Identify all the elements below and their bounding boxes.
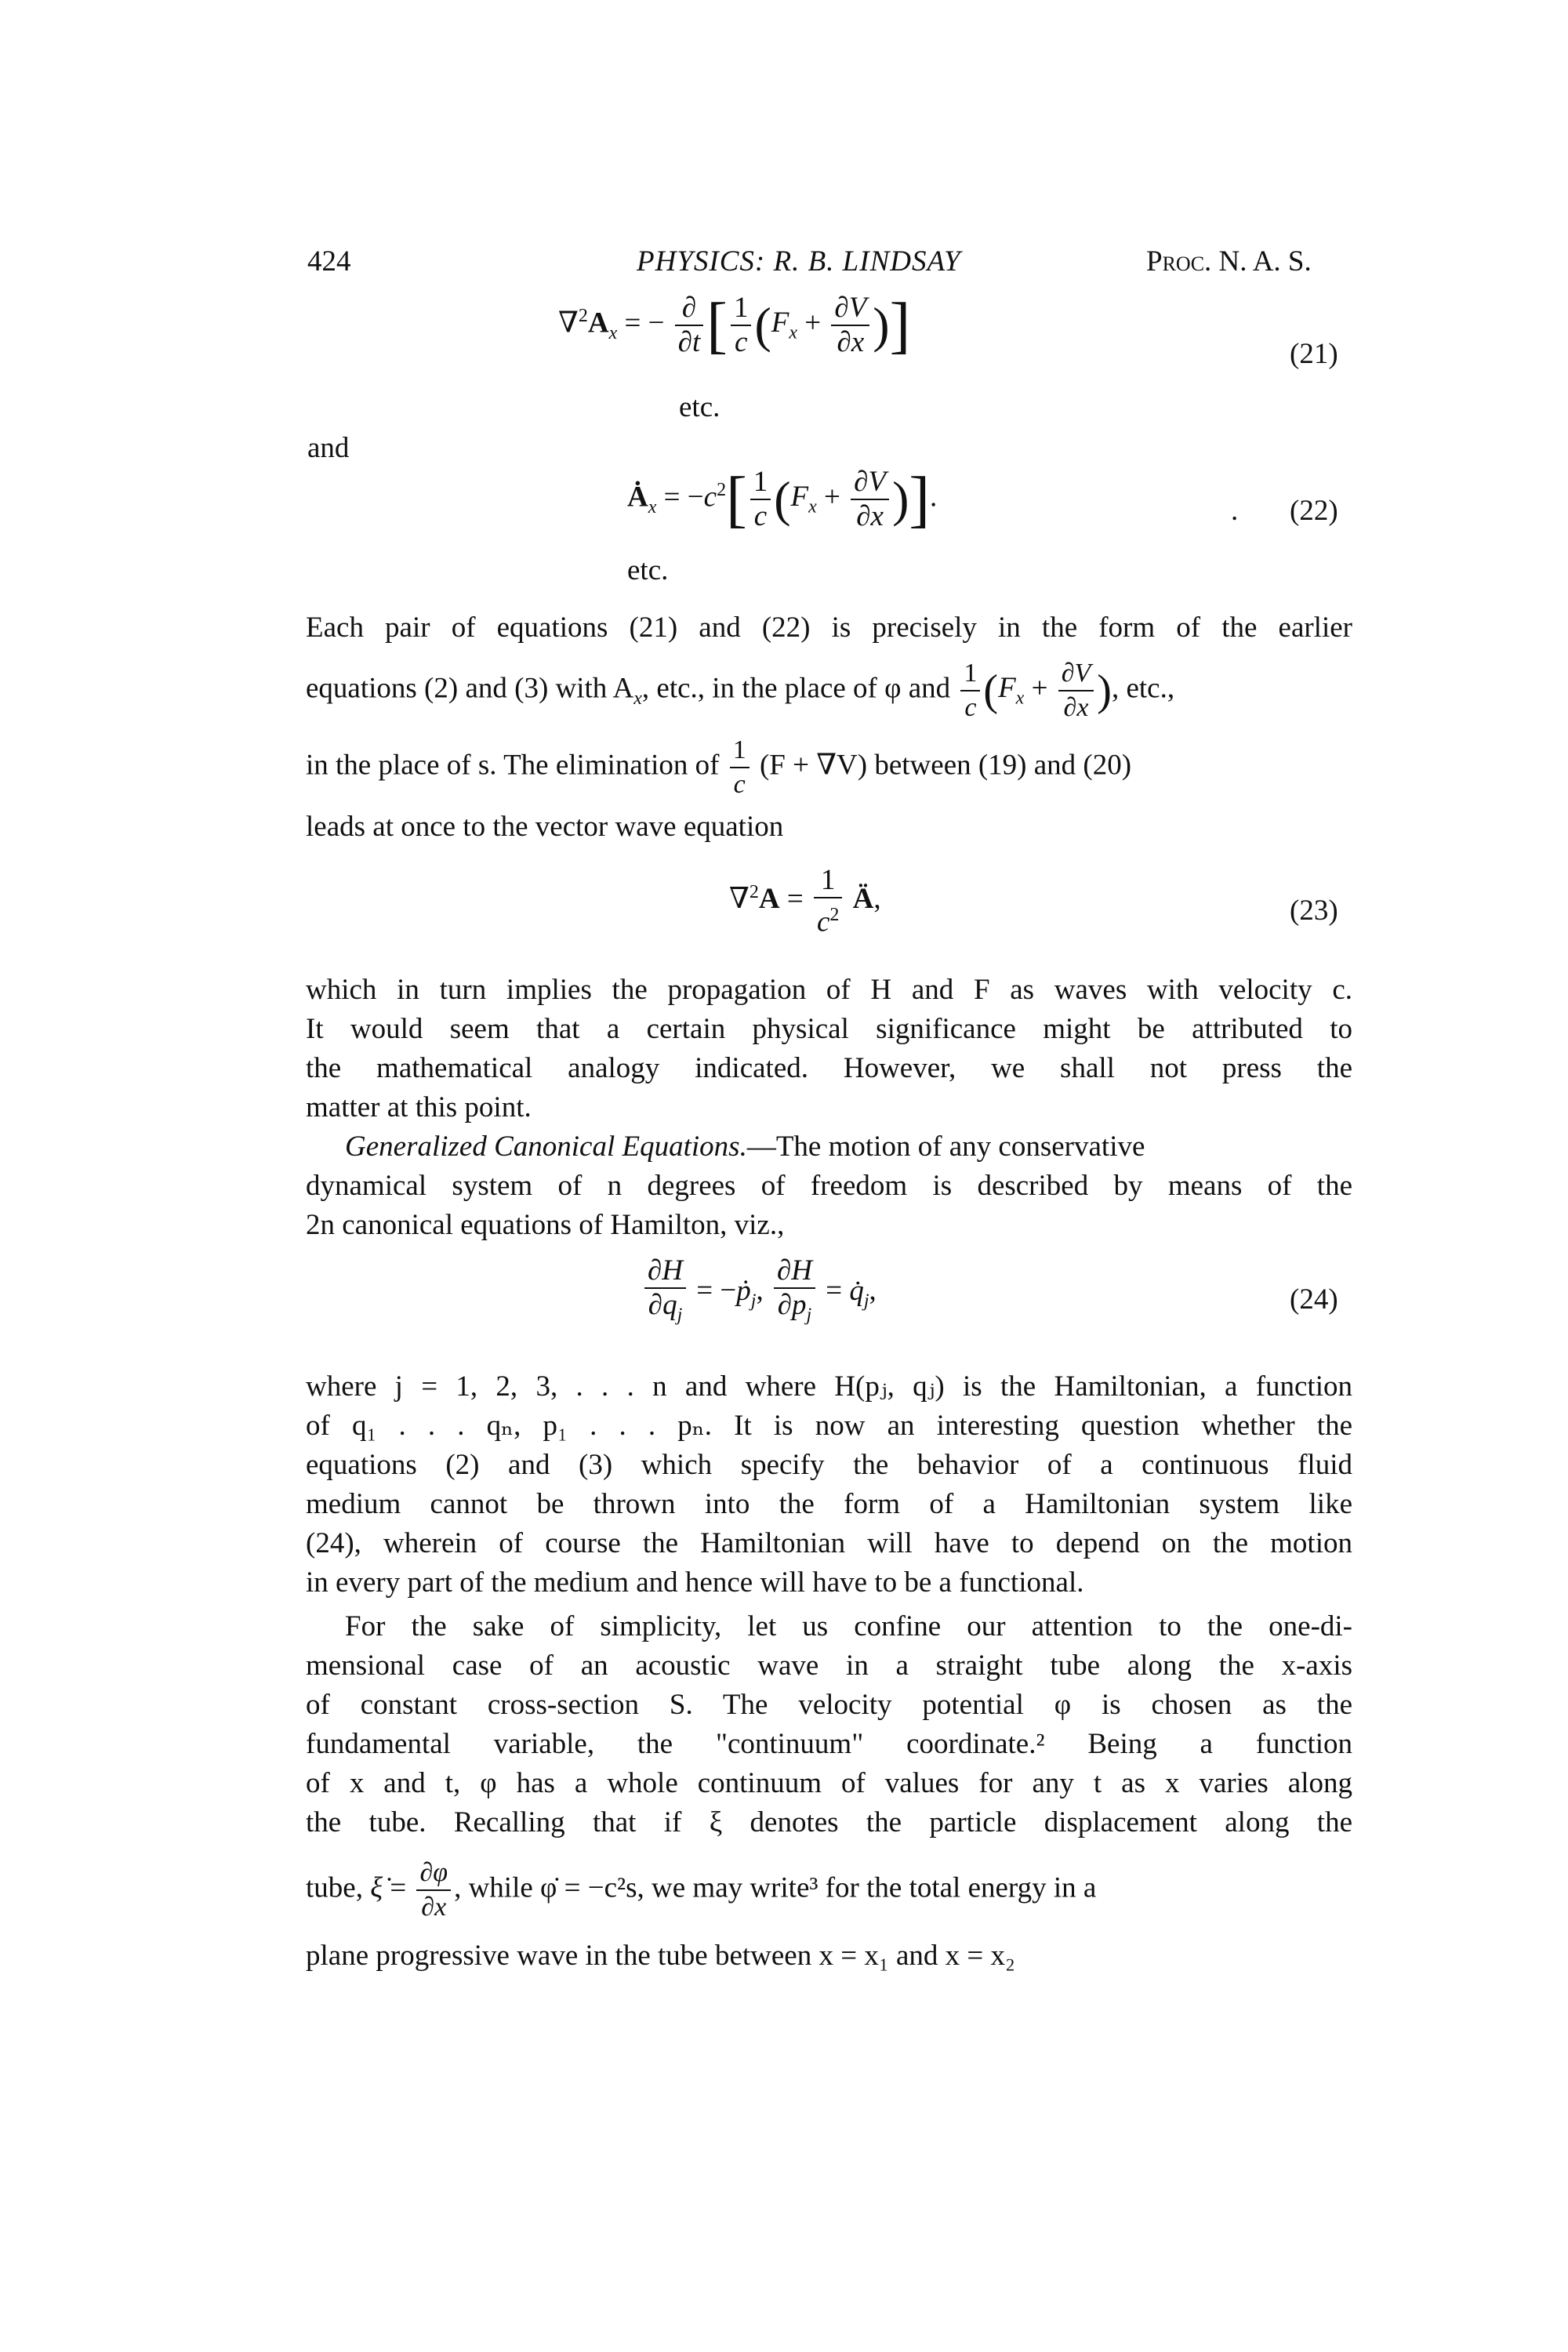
paragraph-3-line-2: dynamical system of n degrees of freedom is described by means of the [306,1170,1352,1202]
p1-line3-start: in the place of s. The elimination of [306,749,720,782]
paragraph-4-line-4: medium cannot be thrown into the form of a Hamiltonian system like [306,1488,1352,1520]
p5-line7-start: tube, [306,1871,363,1904]
paragraph-1-line-1: Each pair of equations (21) and (22) is precisely in the form of the earlier [306,612,1352,644]
page-number: 424 [307,245,351,278]
equation-23: ∇$^2$A = $\frac{1}{c^2}$ Ä, [729,864,881,938]
paragraph-5-line-3: of constant cross-section S. The velocity potential φ is chosen as the [306,1689,1352,1721]
p1-line2-start: equations (2) and (3) with A [306,672,634,705]
paragraph-2-line-1: which in turn implies the propagation of H and F as waves with velocity c. [306,974,1352,1006]
p3-line1-rest: —The motion of any conservative [746,1131,1145,1163]
paragraph-5-line-8: plane progressive wave in the tube between x = x₁ and x = x₂ [306,1940,1015,1972]
paragraph-4-line-2: of q₁ . . . qₙ, p₁ . . . pₙ. It is now an interesting question whether the [306,1410,1352,1442]
paragraph-2-line-3: the mathematical analogy indicated. However, we shall not press the [306,1052,1352,1084]
paragraph-3-line-1 [345,1127,1352,1167]
and-word: and [307,432,350,464]
equation-22-label: (22) [1290,495,1338,527]
paragraph-1-line-2: equations (2) and (3) with $A_x$, etc., in the place of φ and $\frac{1}{c}$ ($F_x$ + $\frac{\partial V}{\partial x}$ ), etc., [306,659,1175,722]
paragraph-2-line-4: matter at this point. [306,1091,532,1123]
section-heading-canonical: Generalized Canonical Equations. [345,1131,747,1163]
paragraph-5-line-2: mensional case of an acoustic wave in a straight tube along the x-axis [306,1650,1352,1682]
equation-24-label: (24) [1290,1283,1338,1316]
equation-22-etc: etc. [627,554,669,586]
equation-21-label: (21) [1290,338,1338,370]
paragraph-4-line-6: in every part of the medium and hence will have to be a functional. [306,1566,1084,1599]
paragraph-5-line-7: tube, ξ̇ = $\frac{\partial\varphi}{\partial x}$ , while φ̇ = −c²s, we may write³ for the total energy in a [306,1858,1097,1922]
paragraph-5-line-6: the tube. Recalling that if ξ denotes the particle displacement along the [306,1806,1352,1838]
paragraph-5-line-5: of x and t, φ has a whole continuum of values for any t as x varies along [306,1767,1352,1799]
paragraph-5-line-1: For the sake of simplicity, let us confine our attention to the one-di- [345,1610,1352,1642]
running-title: PHYSICS: R. B. LINDSAY [637,245,961,278]
equation-21-etc: etc. [679,391,720,423]
equation-22-dot: . [1231,495,1239,527]
p1-line2-end: , etc., [1111,672,1175,705]
p5-line7-end: while φ̇ = −c²s, we may write³ for the total energy in a [468,1871,1097,1904]
paragraph-3-line-3: 2n canonical equations of Hamilton, viz., [306,1209,785,1241]
equation-23-label: (23) [1290,895,1338,927]
journal-abbrev: Proc. N. A. S. [1146,245,1312,278]
paragraph-1-line-3: in the place of s. The elimination of $\frac{1}{c}$ (F + ∇V) between (19) and (20) [306,735,1132,799]
paragraph-4-line-1: where j = 1, 2, 3, . . . n and where H(pⱼ, qⱼ) is the Hamiltonian, a function [306,1370,1352,1403]
paragraph-2-line-2: It would seem that a certain physical significance might be attributed to [306,1013,1352,1045]
paragraph-4-line-3: equations (2) and (3) which specify the behavior of a continuous fluid [306,1449,1352,1481]
paragraph-4-line-5: (24), wherein of course the Hamiltonian will have to depend on the motion [306,1527,1352,1559]
equation-21: $\nabla^2A_x$ = − $\frac{\partial}{\partial t}$ [ $\frac{1}{c}$ ($F_x$ + $\frac{\partial V}{\partial x}$ )] [558,291,911,360]
equation-24: $\frac{\partial H}{\partial q_j}$ = −ṗ$_j$, $\frac{\partial H}{\partial p_j}$ = $q̇_j$, [641,1254,877,1331]
paragraph-5-line-4: fundamental variable, the "continuum" coordinate.² Being a function [306,1728,1352,1760]
paragraph-1-line-4: leads at once to the vector wave equation [306,811,784,843]
p1-line2-mid: , etc., in the place of φ and [641,672,951,705]
p1-line3-end: (F + ∇V) between (19) and (20) [759,749,1132,782]
equation-22: $Ȧ_x = -c^2$[ $\frac{1}{c}$ ($F_x$ + $\frac{\partial V}{\partial x}$ )]. [627,465,938,534]
